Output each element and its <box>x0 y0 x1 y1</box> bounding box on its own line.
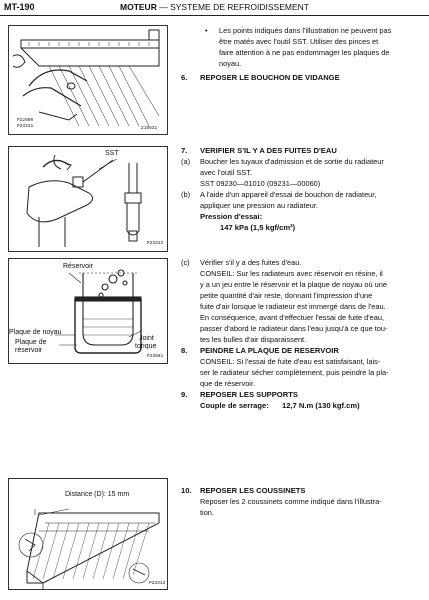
step-6-number: 6. <box>181 73 188 82</box>
figure-code-c: Z19531 <box>141 126 158 131</box>
tank-plate-label-2: réservoir <box>15 347 43 354</box>
reservoir-label: Réservoir <box>63 263 93 270</box>
step-9-title: REPOSER LES SUPPORTS <box>200 390 298 399</box>
core-plate-label: Plaque de noyau <box>9 329 62 336</box>
bullet-line-3: faire attention à ne pas endommager les plaques de <box>219 48 390 57</box>
substep-c-line-7: passer d'abord le radiateur dans l'eau jusqu'à ce que tou- <box>200 324 388 333</box>
bullet-line-2: être matés avec l'outil SST. Utiliser des pinces et <box>219 37 379 46</box>
step-10-title: REPOSER LES COUSSINETS <box>200 486 306 495</box>
bullet-marker: • <box>205 26 208 35</box>
step-10-line-2: tion. <box>200 508 214 517</box>
torque-label: Couple de serrage: <box>200 401 269 410</box>
figure-code: P23312 <box>147 241 164 246</box>
bullet-line-4: noyau. <box>219 59 242 68</box>
o-ring-label-1: Joint <box>139 335 154 342</box>
figure-radiator-staking <box>8 25 168 135</box>
figure-sst-plug <box>8 146 168 252</box>
step-7-title: VERIFIER S'IL Y A DES FUITES D'EAU <box>200 146 337 155</box>
step-6-title: REPOSER LE BOUCHON DE VIDANGE <box>200 73 340 82</box>
section-name: MOTEUR <box>120 2 157 12</box>
step-10-number: 10. <box>181 486 192 495</box>
test-pressure-label: Pression d'essai: <box>200 212 263 221</box>
step-8-line-2: ser le radiateur sécher complètement, puis peindre la pla- <box>200 368 389 377</box>
step-8-line-3: que de réservoir. <box>200 379 256 388</box>
distance-label: Distance (D): 15 mm <box>65 491 130 498</box>
substep-c-line-6: En conséquence, avant d'effectuer l'essai de fuite d'eau, <box>200 313 385 322</box>
sst-label: SST <box>105 150 119 157</box>
section-title <box>120 2 309 12</box>
step-8-line-1: CONSEIL: Si l'essai de fuite d'eau est satisfaisant, lais- <box>200 357 381 366</box>
figure-reservoir-section <box>8 258 168 364</box>
step-10-line-1: Reposer les 2 coussinets comme indiqué dans l'illustra- <box>200 497 382 506</box>
header-rule <box>0 15 429 16</box>
step-7-number: 7. <box>181 146 188 155</box>
page-number: MT-190 <box>4 2 35 12</box>
figure-cushions <box>8 478 168 590</box>
step-8-number: 8. <box>181 346 188 355</box>
section-dash: — <box>159 2 168 12</box>
step-9-number: 9. <box>181 390 188 399</box>
bullet-line-1: Les points indiqués dans l'illustration ne peuvent pas <box>219 26 392 35</box>
substep-b-line-1: A l'aide d'un appareil d'essai de bouchon de radiateur, <box>200 190 377 199</box>
figure-code: P23313 <box>149 581 166 586</box>
step-8-title: PEINDRE LA PLAQUE DE RESERVOIR <box>200 346 339 355</box>
figure-code-a: P22890 <box>17 118 34 123</box>
substep-c-line-3: y a un jeu entre le réservoir et la plaque de noyau où une <box>200 280 387 289</box>
o-ring-label-2: torique <box>135 343 157 350</box>
sst-plug-drawing <box>9 147 167 251</box>
torque-value: 12,7 N.m (130 kgf.cm) <box>282 401 360 410</box>
substep-b-label: (b) <box>181 190 191 199</box>
substep-c-line-5: fuite d'air lorsque le radiateur est immergé dans de l'eau. <box>200 302 386 311</box>
substep-b-line-2: appliquer une pression au radiateur. <box>200 201 318 210</box>
substep-a-sst: SST 09230—01010 (09231—00060) <box>200 179 321 188</box>
test-pressure-value: 147 kPa (1,5 kgf/cm²) <box>220 223 296 232</box>
substep-c-line-2: CONSEIL: Sur les radiateurs avec réservoir en résine, il <box>200 269 383 278</box>
substep-c-label: (c) <box>181 258 190 267</box>
substep-a-line-1: Boucher les tuyaux d'admission et de sortie du radiateur <box>200 157 384 166</box>
substep-a-line-2: avec l'outil SST. <box>200 168 252 177</box>
substep-c-line-1: Vérifier s'il y a des fuites d'eau. <box>200 258 302 267</box>
substep-c-line-8: tes les bulles d'air disparaissent. <box>200 335 307 344</box>
figure-code: P23561 <box>147 354 164 359</box>
substep-a-label: (a) <box>181 157 191 166</box>
subsection-name: SYSTEME DE REFROIDISSEMENT <box>170 2 309 12</box>
tank-plate-label-1: Plaque de <box>15 339 47 346</box>
substep-c-line-4: petite quantité d'air reste, donnant l'impression d'une <box>200 291 373 300</box>
figure-code-b: P23311 <box>17 124 34 129</box>
